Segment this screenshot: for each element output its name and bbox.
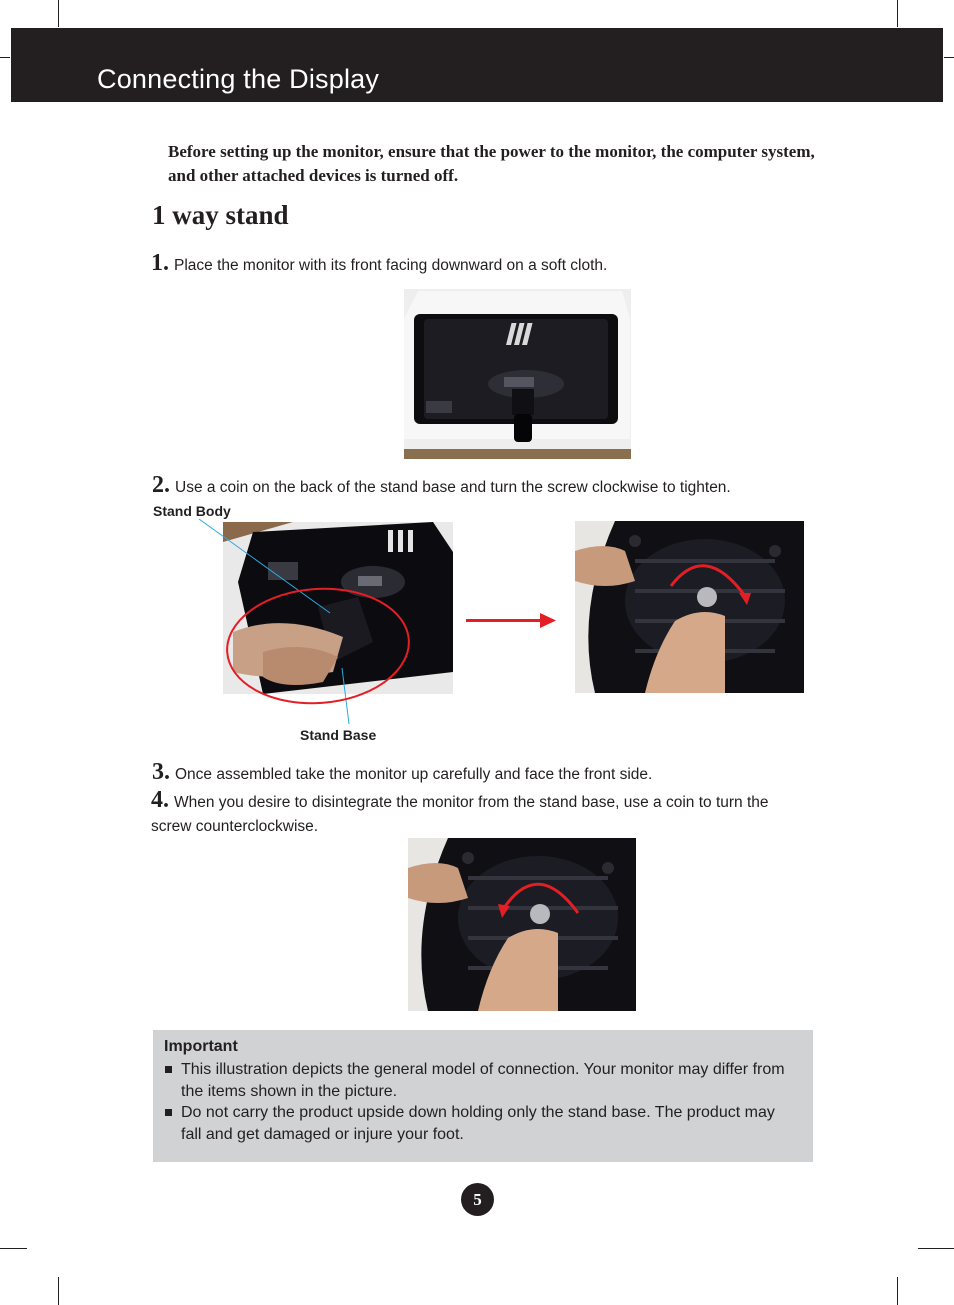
crop-mark	[0, 57, 10, 58]
step-text: Once assembled take the monitor up carefully and face the front side.	[175, 766, 653, 783]
stand-body-label: Stand Body	[153, 503, 231, 519]
section-title: 1 way stand	[152, 200, 289, 230]
crop-mark	[897, 0, 898, 27]
step-number: 1.	[151, 250, 169, 276]
crop-mark	[0, 1248, 27, 1249]
right-arrow-icon	[466, 613, 556, 629]
step-2	[152, 472, 731, 499]
step-number: 4.	[151, 787, 169, 813]
intro-warning: Before setting up the monitor, ensure that the power to the monitor, the computer system, and other attached devices is turned off.	[168, 142, 815, 185]
notice-item-text: Do not carry the product upside down holding only the stand base. The product may fall and get damaged or injure your foot.	[181, 1104, 775, 1143]
important-notice	[153, 1030, 813, 1162]
notice-item-text: This illustration depicts the general model of connection. Your monitor may differ from the items shown in the picture.	[181, 1061, 785, 1100]
crop-mark	[897, 1277, 898, 1305]
step-1	[151, 250, 607, 277]
step-number: 2.	[152, 472, 170, 498]
step-text: Use a coin on the back of the stand base and turn the screw clockwise to tighten.	[175, 479, 731, 496]
coin-tighten-photo	[575, 521, 804, 693]
crop-mark	[58, 1277, 59, 1305]
coin-loosen-photo	[408, 838, 636, 1011]
step-4	[151, 788, 811, 839]
page-title: Connecting the Display	[97, 64, 380, 94]
square-bullet-icon	[165, 1066, 172, 1073]
square-bullet-icon	[165, 1109, 172, 1116]
step-3	[152, 759, 652, 786]
step-text: When you desire to disintegrate the monitor from the stand base, use a coin to turn the screw counterclockwise.	[151, 794, 769, 835]
step-text: Place the monitor with its front facing downward on a soft cloth.	[174, 257, 608, 274]
notice-title: Important	[164, 1038, 238, 1055]
crop-mark	[944, 57, 954, 58]
crop-mark	[58, 0, 59, 27]
attach-stand-photo	[223, 522, 453, 694]
page-number: 5	[461, 1183, 494, 1216]
step-number: 3.	[152, 759, 170, 785]
crop-mark	[918, 1248, 954, 1249]
monitor-facedown-photo	[404, 289, 631, 459]
stand-base-label: Stand Base	[300, 727, 377, 743]
